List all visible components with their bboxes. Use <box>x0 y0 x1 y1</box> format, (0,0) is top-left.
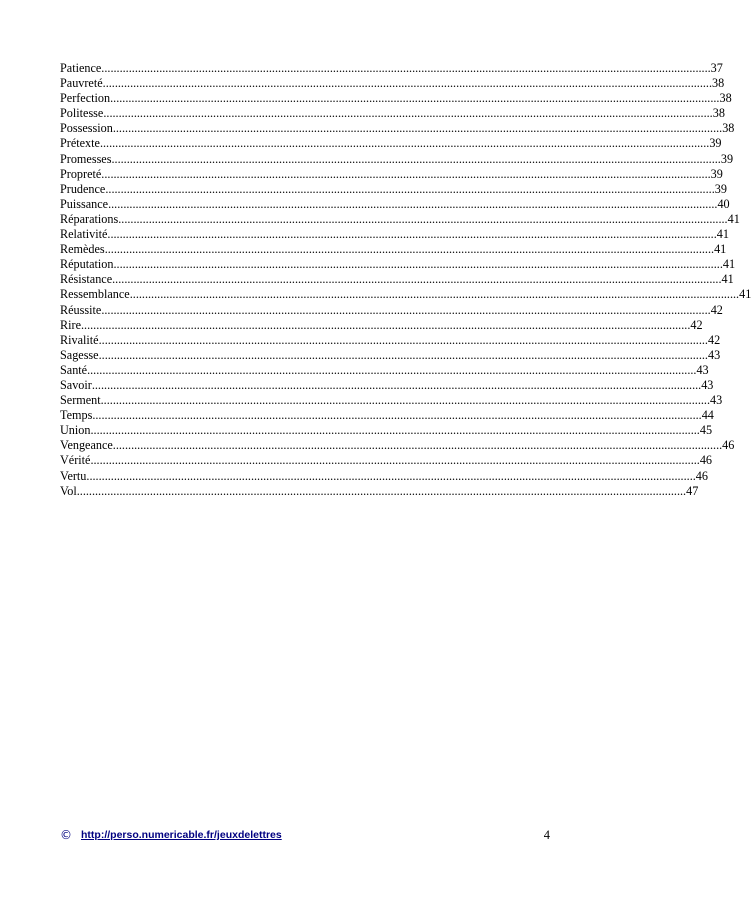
toc-entry[interactable] <box>60 151 734 167</box>
toc-entry-page: 39 <box>710 166 723 181</box>
toc-entry[interactable] <box>60 136 722 151</box>
toc-entry-page: 39 <box>714 181 727 196</box>
toc-entry[interactable] <box>60 302 723 318</box>
toc-dot-leader: ........................................................................................................................................................................................................ <box>107 227 717 242</box>
toc-dot-leader: ........................................................................................................................................................................................................ <box>112 438 723 453</box>
toc-entry-page: 37 <box>710 61 723 75</box>
toc-entry-page: 43 <box>701 377 714 392</box>
toc-entry-page: 41 <box>721 272 734 287</box>
toc-entry[interactable] <box>60 347 721 363</box>
toc-entry-label: Promesses <box>60 151 112 166</box>
toc-entry-label: Possession <box>60 121 113 136</box>
page-number: 4 <box>543 827 550 842</box>
toc-entry-label: Propreté <box>60 166 102 181</box>
toc-entry[interactable] <box>60 393 723 408</box>
toc-entry-label: Serment <box>60 393 101 408</box>
toc-entry-label: Prudence <box>60 181 106 196</box>
toc-entry-label: Relativité <box>60 227 108 242</box>
toc-entry-page: 46 <box>722 438 735 453</box>
toc-entry[interactable] <box>60 408 714 423</box>
toc-entry[interactable] <box>60 438 735 453</box>
toc-entry-label: Puissance <box>60 196 109 211</box>
toc-entry[interactable] <box>60 227 729 242</box>
toc-dot-leader: ........................................................................................................................................................................................................ <box>87 362 697 377</box>
toc-dot-leader: ........................................................................................................................................................................................................ <box>113 257 723 272</box>
toc-entry-page: 39 <box>720 151 734 166</box>
toc-dot-leader: ........................................................................................................................................................................................................ <box>90 453 700 468</box>
table-of-contents <box>60 61 751 499</box>
toc-entry[interactable] <box>60 332 721 348</box>
website-link[interactable]: http://perso.numericable.fr/jeuxdelettres <box>81 829 282 841</box>
toc-entry-page: 42 <box>707 332 721 347</box>
toc-entry-label: Pauvreté <box>60 76 103 91</box>
toc-dot-leader: ........................................................................................................................................................................................................ <box>105 181 715 196</box>
toc-entry-label: Vertu <box>60 468 87 483</box>
toc-dot-leader: ........................................................................................................................................................................................................ <box>118 211 728 226</box>
toc-entry-page: 42 <box>710 302 723 317</box>
toc-entry-page: 42 <box>690 317 703 332</box>
toc-entry-label: Ressemblance <box>60 287 130 302</box>
toc-entry-page: 46 <box>699 453 713 468</box>
toc-entry-page: 47 <box>686 483 699 498</box>
toc-dot-leader: ........................................................................................................................................................................................................ <box>129 287 740 302</box>
toc-entry[interactable] <box>60 453 713 468</box>
toc-entry[interactable] <box>60 257 736 272</box>
copyright-icon: © <box>60 828 72 842</box>
toc-entry-label: Union <box>60 423 91 438</box>
toc-dot-leader: ........................................................................................................................................................................................................ <box>76 483 687 498</box>
toc-entry[interactable] <box>60 76 725 91</box>
toc-entry-label: Remèdes <box>60 242 105 257</box>
toc-entry[interactable] <box>60 61 723 76</box>
toc-entry[interactable] <box>60 483 699 499</box>
toc-entry[interactable] <box>60 181 727 197</box>
toc-entry[interactable] <box>60 423 713 438</box>
toc-entry-page: 40 <box>717 196 730 211</box>
toc-entry-label: Réparations <box>60 211 119 226</box>
toc-entry[interactable] <box>60 362 709 378</box>
toc-entry[interactable] <box>60 272 734 287</box>
toc-entry-label: Perfection <box>60 91 111 106</box>
toc-entry[interactable] <box>60 468 708 484</box>
toc-entry-page: 43 <box>707 347 721 362</box>
toc-entry-label: Savoir <box>60 377 92 392</box>
toc-entry[interactable] <box>60 211 740 227</box>
toc-entry[interactable] <box>60 242 727 257</box>
toc-entry-page: 41 <box>727 211 740 226</box>
toc-dot-leader: ........................................................................................................................................................................................................ <box>100 393 710 408</box>
toc-entry-label: Rivalité <box>60 332 99 347</box>
toc-dot-leader: ........................................................................................................................................................................................................ <box>90 423 700 438</box>
toc-entry[interactable] <box>60 377 714 393</box>
toc-entry[interactable] <box>60 91 732 106</box>
toc-entry-label: Vérité <box>60 453 91 468</box>
toc-entry-label: Santé <box>60 362 88 377</box>
toc-entry-page: 39 <box>709 136 722 151</box>
toc-entry-label: Rire <box>60 317 81 332</box>
toc-entry-label: Vol <box>60 483 77 498</box>
toc-dot-leader: ........................................................................................................................................................................................................ <box>108 196 718 211</box>
toc-entry-page: 38 <box>712 106 725 121</box>
toc-entry[interactable] <box>60 106 725 121</box>
toc-entry-label: Résistance <box>60 272 113 287</box>
toc-entry-page: 44 <box>701 408 714 423</box>
toc-dot-leader: ........................................................................................................................................................................................................ <box>86 468 696 483</box>
toc-entry[interactable] <box>60 166 723 182</box>
toc-dot-leader: ........................................................................................................................................................................................................ <box>112 272 722 287</box>
toc-dot-leader: ........................................................................................................................................................................................................ <box>99 136 710 151</box>
toc-entry-page: 38 <box>712 76 725 91</box>
toc-entry-page: 41 <box>714 242 727 257</box>
toc-dot-leader: ........................................................................................................................................................................................................ <box>101 166 711 181</box>
toc-entry-label: Temps <box>60 408 93 423</box>
toc-dot-leader: ........................................................................................................................................................................................................ <box>101 61 711 75</box>
toc-entry-label: Prétexte <box>60 136 100 151</box>
toc-dot-leader: ........................................................................................................................................................................................................ <box>103 106 713 121</box>
toc-entry-label: Réputation <box>60 257 114 272</box>
toc-dot-leader: ........................................................................................................................................................................................................ <box>91 377 702 392</box>
toc-entry-page: 43 <box>710 393 723 408</box>
toc-entry-page: 45 <box>699 423 713 438</box>
toc-dot-leader: ........................................................................................................................................................................................................ <box>101 302 711 317</box>
toc-dot-leader: ........................................................................................................................................................................................................ <box>111 151 721 166</box>
toc-dot-leader: ........................................................................................................................................................................................................ <box>104 242 715 257</box>
toc-entry-page: 43 <box>696 362 709 377</box>
toc-entry-page: 41 <box>716 227 729 242</box>
page-footer <box>60 826 550 844</box>
toc-entry-label: Politesse <box>60 106 104 121</box>
toc-dot-leader: ........................................................................................................................................................................................................ <box>98 347 708 362</box>
toc-entry-label: Réussite <box>60 302 102 317</box>
toc-dot-leader: ........................................................................................................................................................................................................ <box>80 317 691 332</box>
toc-dot-leader: ........................................................................................................................................................................................................ <box>102 76 713 91</box>
toc-entry[interactable] <box>60 317 703 333</box>
toc-entry-label: Patience <box>60 61 102 75</box>
toc-entry[interactable] <box>60 196 730 212</box>
toc-entry[interactable] <box>60 287 751 302</box>
toc-dot-leader: ........................................................................................................................................................................................................ <box>98 332 708 347</box>
toc-entry-label: Sagesse <box>60 347 99 362</box>
toc-entry-page: 38 <box>719 91 732 106</box>
toc-dot-leader: ........................................................................................................................................................................................................ <box>92 408 702 423</box>
toc-dot-leader: ........................................................................................................................................................................................................ <box>112 121 723 136</box>
toc-dot-leader: ........................................................................................................................................................................................................ <box>110 91 720 106</box>
toc-entry[interactable] <box>60 121 735 136</box>
toc-entry-page: 41 <box>739 287 751 302</box>
toc-entry-page: 41 <box>722 257 736 272</box>
toc-entry-page: 46 <box>695 468 708 483</box>
toc-entry-page: 38 <box>722 121 735 136</box>
toc-entry-label: Vengeance <box>60 438 113 453</box>
